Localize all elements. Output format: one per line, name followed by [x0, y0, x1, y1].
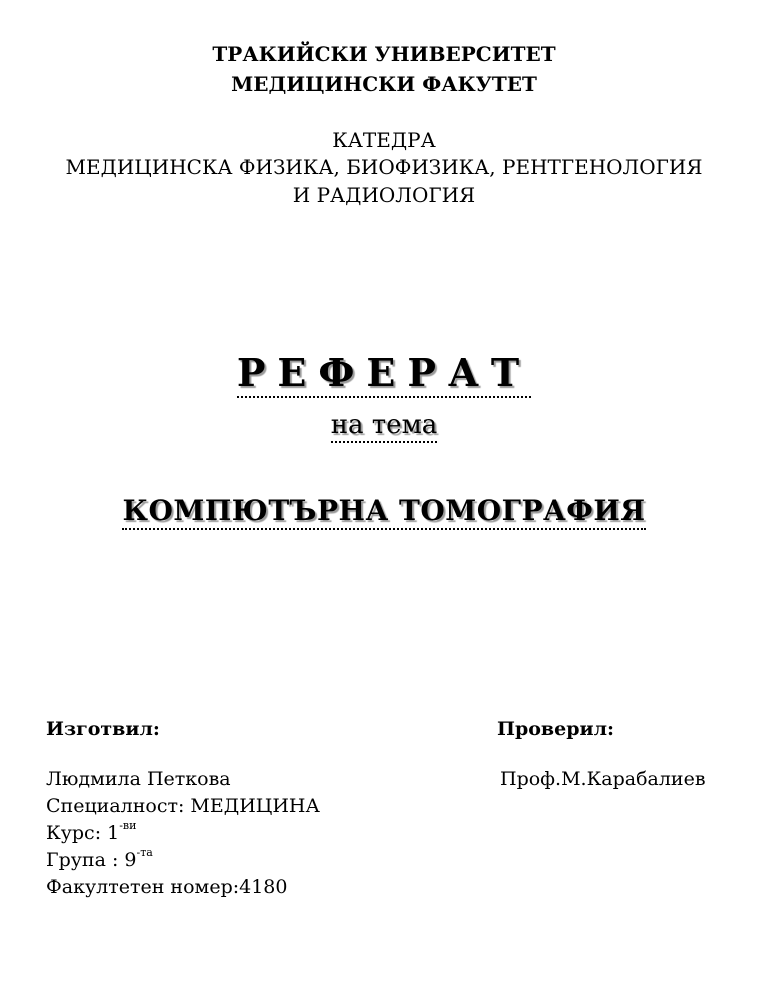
topic-title: КОМПЮТЪРНА ТОМОГРАФИЯ [122, 494, 645, 530]
author-course [46, 819, 137, 844]
title-referat: РЕФЕРАТ [237, 350, 531, 398]
department-name-line2: И РАДИОЛОГИЯ [292, 183, 476, 207]
author-label: Изготвил: [46, 718, 160, 740]
author-group [46, 846, 153, 871]
reviewer-name: Проф.М.Карабалиев [500, 768, 706, 790]
subtitle-wrap [0, 410, 768, 440]
university-name: ТРАКИЙСКИ УНИВЕРСИТЕТ [212, 42, 556, 66]
topic-wrap [0, 494, 768, 527]
subtitle-on-topic: на тема [331, 410, 438, 443]
department-label: КАТЕДРА [332, 128, 436, 152]
title-referat-wrap [0, 350, 768, 395]
faculty-name: МЕДИЦИНСКИ ФАКУТЕТ [231, 72, 537, 96]
course-text: Курс: 1 [46, 822, 120, 844]
author-specialty: Специалност: МЕДИЦИНА [46, 795, 320, 817]
group-ordinal: -та [136, 846, 153, 859]
group-text: Група : 9 [46, 849, 137, 871]
course-ordinal: -ви [119, 819, 137, 832]
author-name: Людмила Петкова [46, 768, 231, 790]
author-faculty-number: Факултетен номер:4180 [46, 876, 288, 898]
reviewer-label: Проверил: [497, 718, 614, 740]
department-name-line1: МЕДИЦИНСКА ФИЗИКА, БИОФИЗИКА, РЕНТГЕНОЛОГИЯ [65, 155, 703, 179]
